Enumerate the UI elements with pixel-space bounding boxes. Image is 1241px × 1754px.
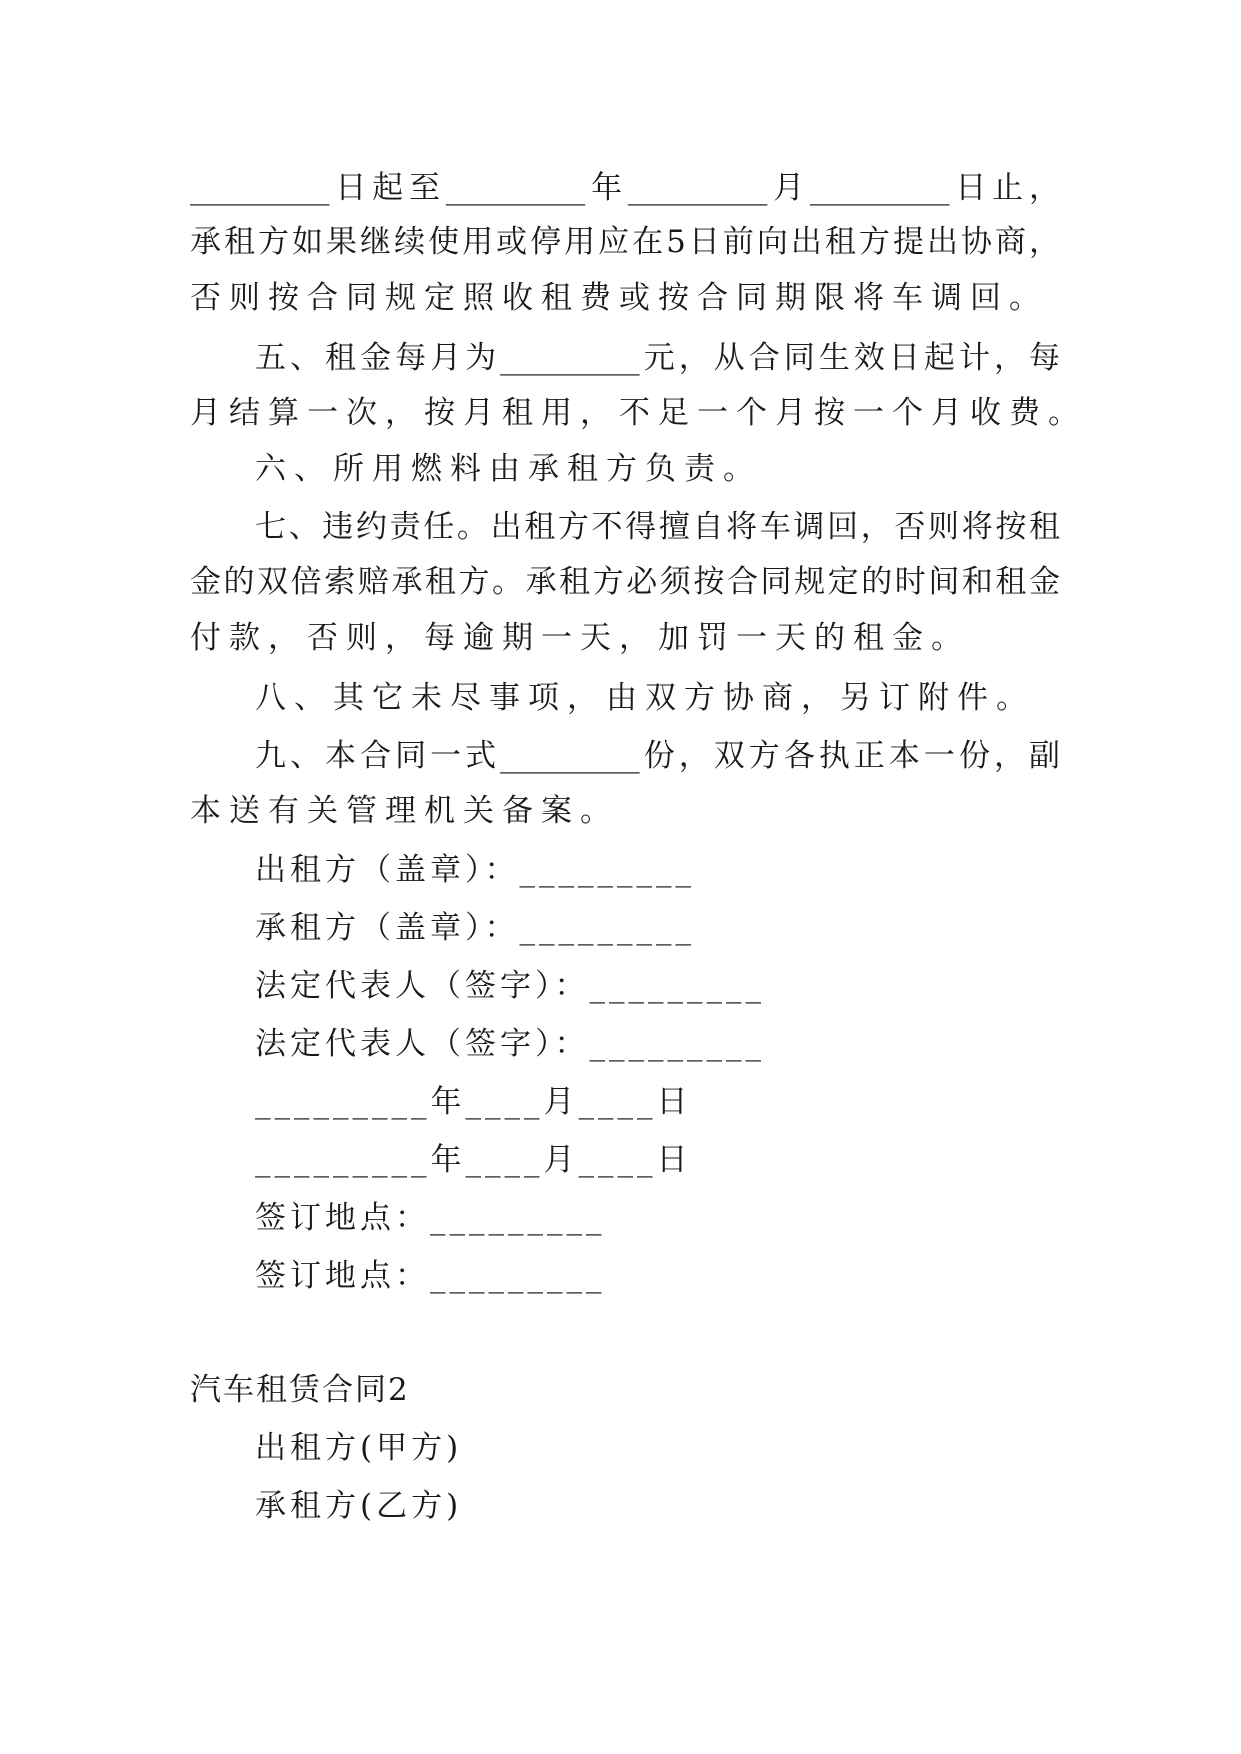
second-contract-title: 汽车租赁合同2	[190, 1372, 410, 1408]
clause-line: 否则按合同规定照收租费或按合同期限将车调回。	[190, 280, 1048, 316]
lessee-seal-line: 承租方（盖章）：_________	[255, 910, 695, 946]
party-b-line: 承租方(乙方)	[255, 1488, 463, 1524]
clause-line: 金的双倍索赔承租方。承租方必须按合同规定的时间和租金	[190, 564, 1060, 600]
clause-line: _________日起至_________年_________月_________日止，	[190, 170, 1060, 206]
clause-line: 本送有关管理机关备案。	[190, 793, 619, 829]
legal-rep-signature-line: 法定代表人（签字）：_________	[255, 968, 765, 1004]
signing-place-line: 签订地点：_________	[255, 1200, 606, 1236]
legal-rep-signature-line: 法定代表人（签字）：_________	[255, 1026, 765, 1062]
clause-six: 六、所用燃料由承租方负责。	[255, 451, 762, 487]
party-a-line: 出租方(甲方)	[255, 1430, 463, 1466]
clause-eight: 八、其它未尽事项，由双方协商，另订附件。	[255, 680, 1035, 716]
clause-seven: 七、违约责任。出租方不得擅自将车调回，否则将按租	[255, 509, 1060, 545]
lessor-seal-line: 出租方（盖章）：_________	[255, 852, 695, 888]
clause-line: 承租方如果继续使用或停用应在5日前向出租方提出协商，	[190, 224, 1060, 260]
date-line: _________年____月____日	[255, 1142, 692, 1178]
clause-line: 付款，否则，每逾期一天，加罚一天的租金。	[190, 620, 970, 656]
date-line: _________年____月____日	[255, 1084, 692, 1120]
clause-nine: 九、本合同一式_________份，双方各执正本一份，副	[255, 738, 1060, 774]
clause-five: 五、租金每月为_________元，从合同生效日起计，每	[255, 340, 1060, 376]
clause-line: 月结算一次，按月租用，不足一个月按一个月收费。	[190, 395, 1087, 431]
signing-place-line: 签订地点：_________	[255, 1258, 606, 1294]
